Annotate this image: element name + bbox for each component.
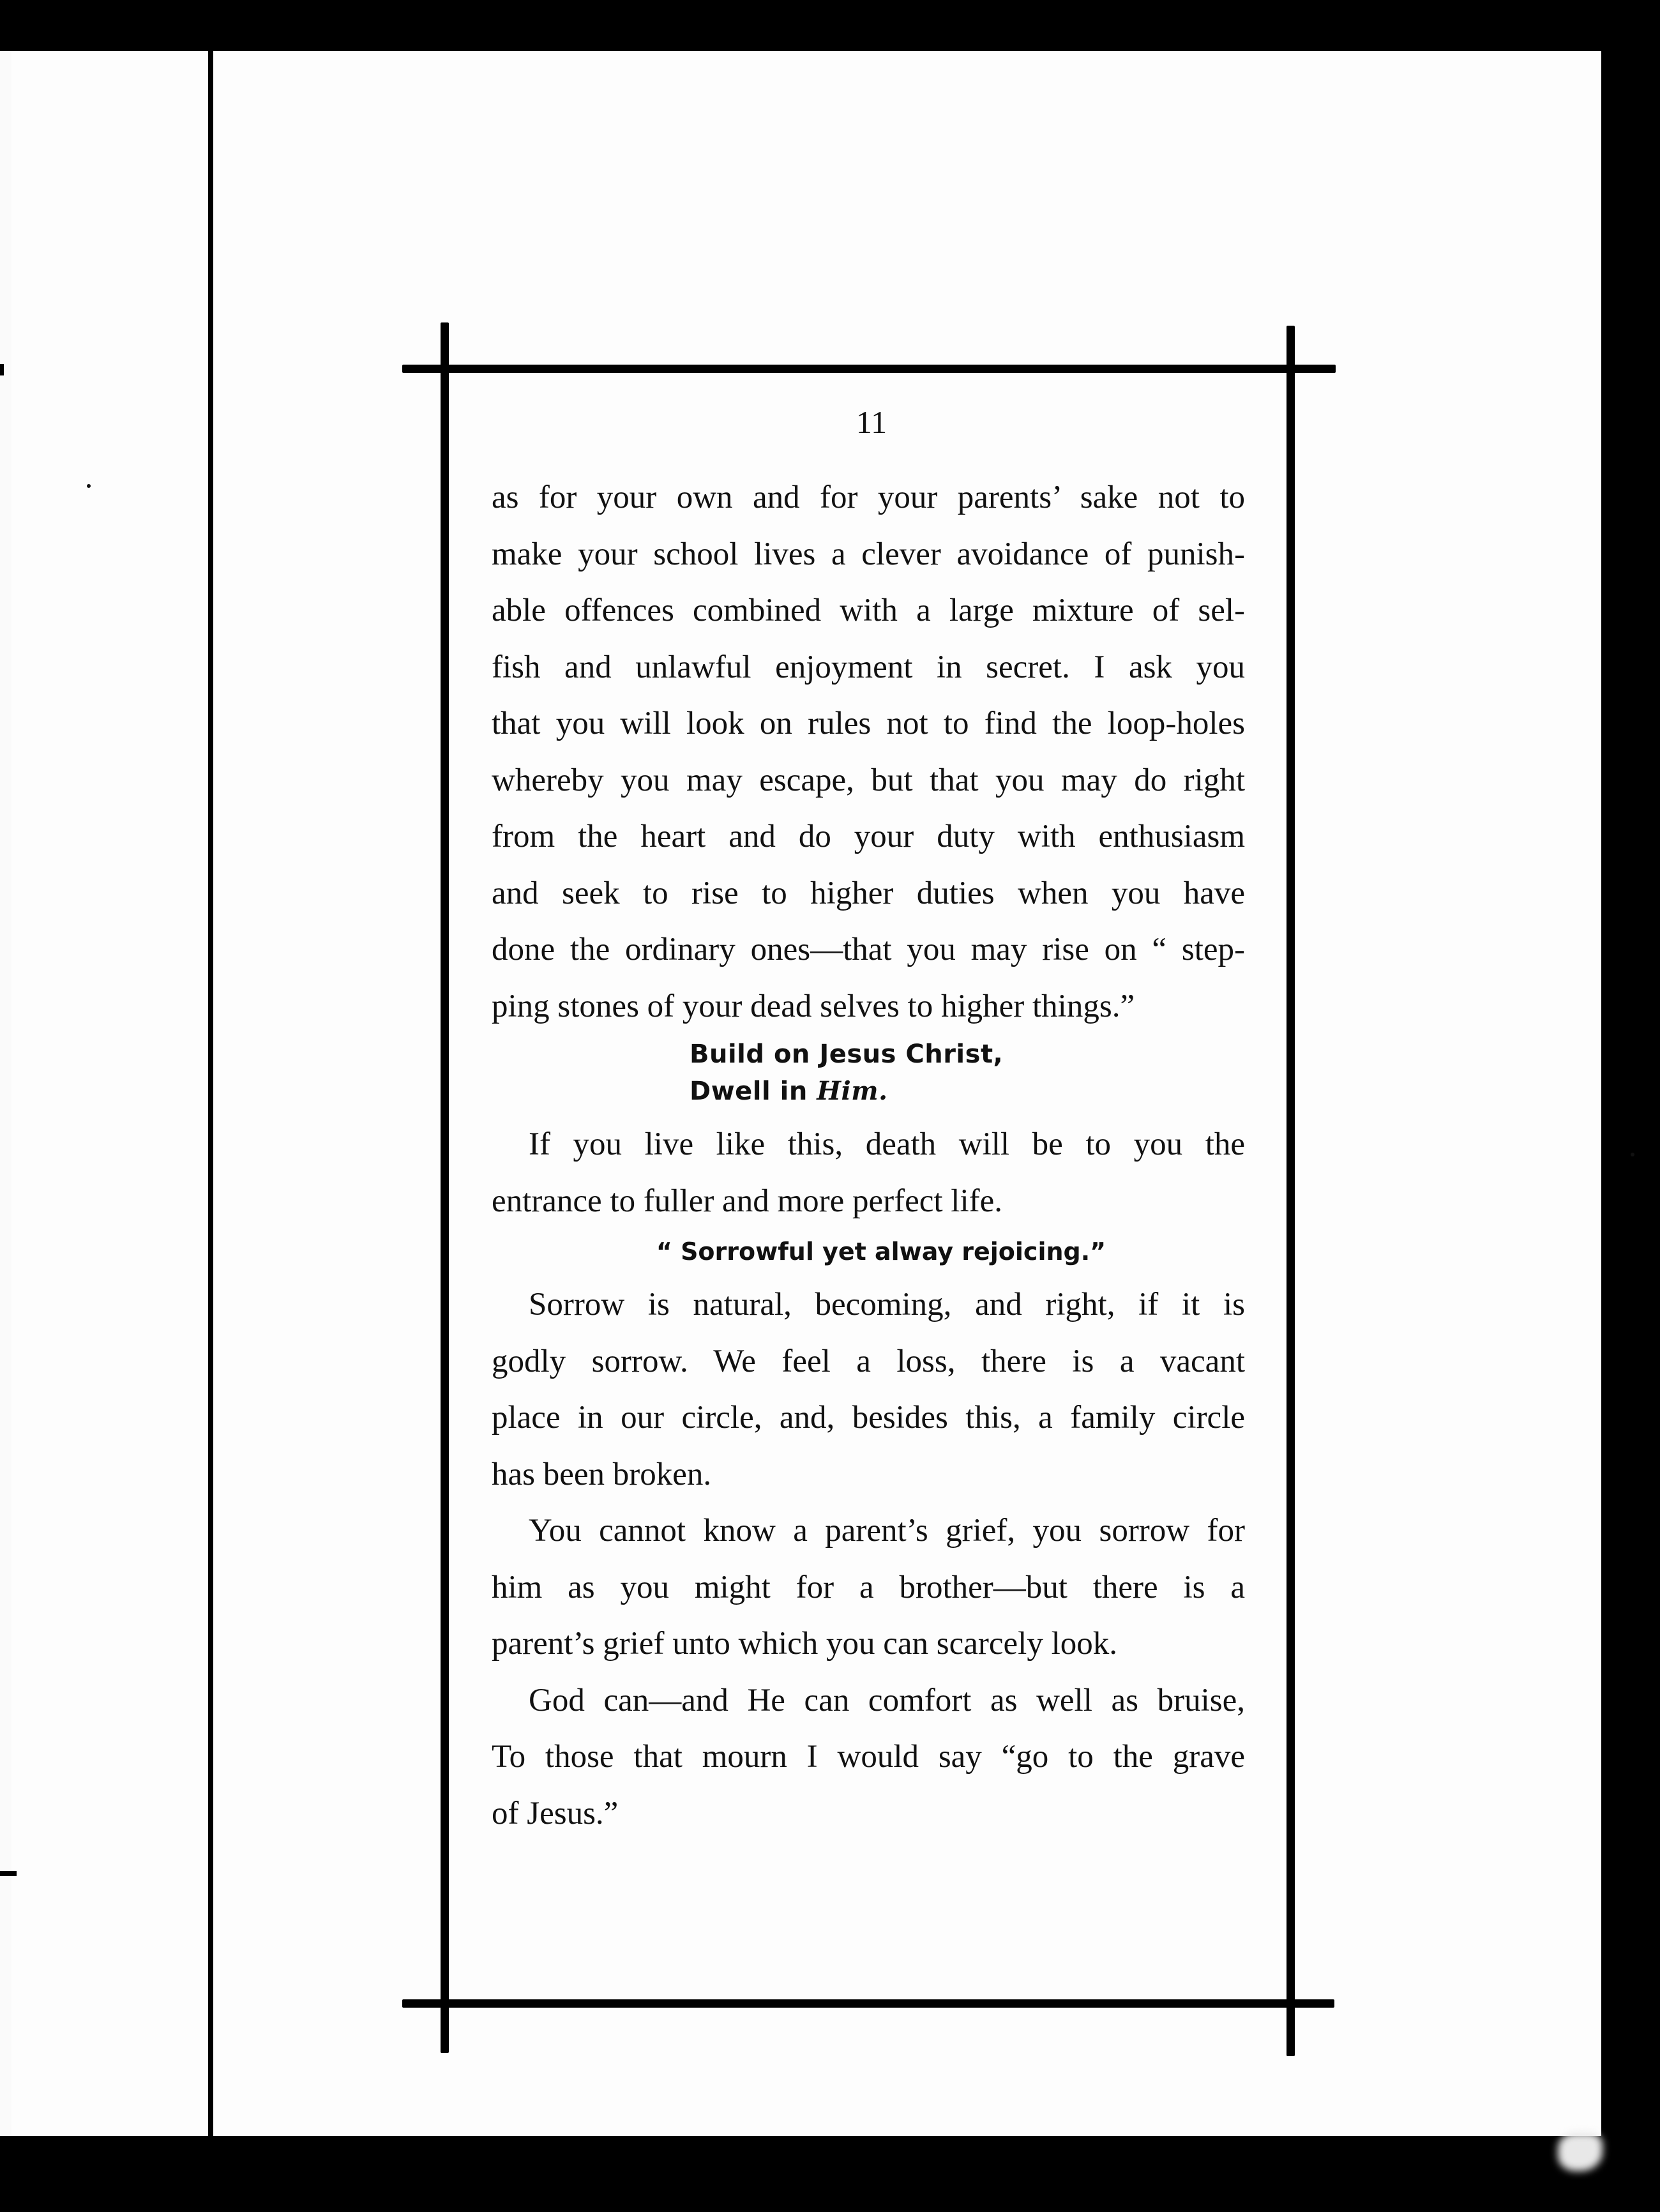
verse-line: Build on Jesus Christ,: [690, 1040, 1004, 1069]
page-body: [492, 469, 1245, 1842]
text-line: If you live like this, death will be to you the: [529, 1126, 1245, 1162]
scan-speck: [87, 484, 91, 488]
text-line: You cannot know a parent’s grief, you sorrow for: [529, 1513, 1245, 1549]
text-line: whereby you may escape, but that you may do right: [492, 762, 1245, 798]
text-line: from the heart and do your duty with enthusiasm: [492, 819, 1245, 854]
page-gutter: [208, 51, 213, 2136]
verso-rule-fragment: [0, 364, 4, 375]
text-line: and seek to rise to higher duties when you have: [492, 875, 1245, 911]
text-line: place in our circle, and, besides this, a family circle: [492, 1400, 1245, 1436]
text-line: done the ordinary ones—that you may rise on “ step-: [492, 932, 1245, 967]
text-line: godly sorrow. We feel a loss, there is a vacant: [492, 1343, 1245, 1379]
text-line: God can—and He can comfort as well as bruise,: [529, 1682, 1245, 1718]
text-line: parent’s grief unto which you can scarcely look.: [492, 1626, 1118, 1662]
scan-speck: [1631, 1153, 1634, 1156]
text-line: that you will look on rules not to find the loop-holes: [492, 706, 1245, 741]
text-line: of Jesus.”: [492, 1795, 619, 1831]
text-line: Sorrow is natural, becoming, and right, if it is: [529, 1287, 1245, 1322]
text-line: as for your own and for your parents’ sake not to: [492, 480, 1245, 515]
text-line: able offences combined with a large mixture of sel-: [492, 593, 1245, 628]
scan-thumb-mark: [1558, 2133, 1603, 2171]
text-line: fish and unlawful enjoyment in secret. I ask you: [492, 649, 1245, 685]
frame-left-rule: [441, 322, 449, 2053]
text-line: ping stones of your dead selves to higher things.”: [492, 988, 1135, 1024]
text-line: entrance to fuller and more perfect life.: [492, 1183, 1002, 1219]
page-number: 11: [856, 404, 887, 440]
frame-bottom-rule: [402, 1999, 1334, 2008]
verse-quote: [690, 1036, 1245, 1110]
frame-right-rule: [1286, 326, 1295, 2056]
motto-quote: “ Sorrowful yet alway rejoicing.”: [656, 1238, 1106, 1266]
text-line: make your school lives a clever avoidance of punish-: [492, 536, 1245, 572]
verse-line: [690, 1073, 1245, 1110]
text-line: him as you might for a brother—but there is a: [492, 1569, 1245, 1605]
frame-top-rule: [402, 365, 1336, 373]
verse-emphasis: Him.: [817, 1076, 888, 1106]
verso-rule-fragment: [0, 1871, 17, 1876]
verse-text: Dwell in: [690, 1077, 817, 1106]
text-line: has been broken.: [492, 1456, 712, 1492]
text-line: To those that mourn I would say “go to the grave: [492, 1739, 1245, 1775]
